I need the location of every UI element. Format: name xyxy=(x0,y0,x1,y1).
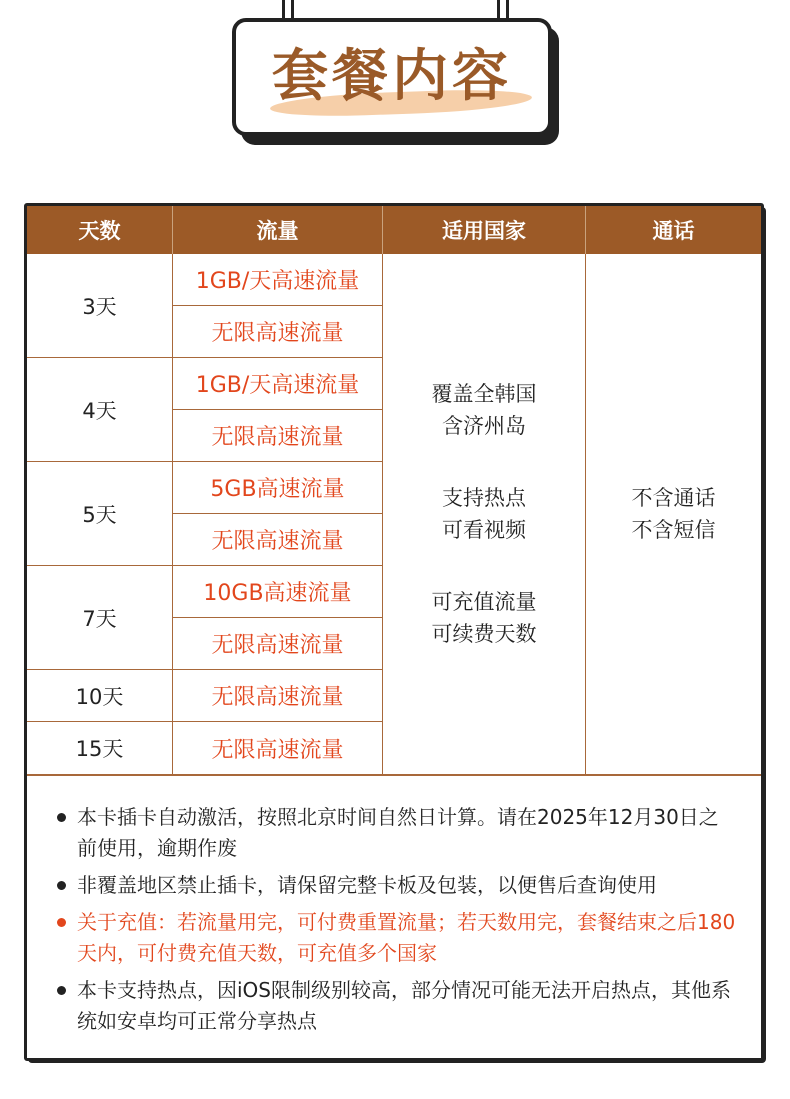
note-text: 本卡插卡自动激活，按照北京时间自然日计算。请在2025年12月30日之前使用，逾期作废 xyxy=(77,805,719,860)
note-text: 本卡支持热点，因iOS限制级别较高，部分情况可能无法开启热点，其他系统如安卓均可正常分享热点 xyxy=(77,978,731,1033)
package-table xyxy=(27,206,761,776)
note-item xyxy=(57,870,737,901)
countries-cell xyxy=(383,254,586,774)
days-cell: 10天 xyxy=(27,670,173,722)
days-cell: 4天 xyxy=(27,358,173,462)
coverage-group xyxy=(432,378,537,442)
bullet-icon xyxy=(57,813,66,822)
notes-list xyxy=(57,802,737,1043)
coverage-line: 含济州岛 xyxy=(442,414,526,438)
package-panel xyxy=(24,203,764,1061)
column-header-countries: 适用国家 xyxy=(383,206,586,254)
days-cell: 5天 xyxy=(27,462,173,566)
hotspot-line: 可看视频 xyxy=(442,518,526,542)
data-option-cell: 无限高速流量 xyxy=(173,306,383,358)
recharge-line: 可充值流量 xyxy=(431,590,537,614)
calls-cell xyxy=(586,254,761,774)
recharge-line: 可续费天数 xyxy=(431,622,537,646)
data-option-cell: 无限高速流量 xyxy=(173,618,383,670)
data-option-cell: 1GB/天高速流量 xyxy=(173,254,383,306)
column-header-data: 流量 xyxy=(173,206,383,254)
days-cell: 15天 xyxy=(27,722,173,774)
data-option-cell: 无限高速流量 xyxy=(173,514,383,566)
recharge-group xyxy=(432,586,537,650)
note-text: 关于充值：若流量用完，可付费重置流量；若天数用完，套餐结束之后180天内，可付费充值天数，可充值多个国家 xyxy=(77,910,736,965)
note-text: 非覆盖地区禁止插卡，请保留完整卡板及包装，以便售后查询使用 xyxy=(77,873,657,897)
data-option-cell: 无限高速流量 xyxy=(173,722,383,774)
data-option-cell: 无限高速流量 xyxy=(173,410,383,462)
note-item xyxy=(57,975,737,1037)
coverage-line: 覆盖全韩国 xyxy=(431,382,537,406)
note-item xyxy=(57,802,737,864)
data-option-cell: 无限高速流量 xyxy=(173,670,383,722)
days-cell: 3天 xyxy=(27,254,173,358)
column-header-days: 天数 xyxy=(27,206,173,254)
data-option-cell: 5GB高速流量 xyxy=(173,462,383,514)
bullet-icon xyxy=(57,986,66,995)
data-option-cell: 10GB高速流量 xyxy=(173,566,383,618)
calls-line: 不含短信 xyxy=(631,518,716,542)
table-divider xyxy=(27,774,761,776)
days-cell: 7天 xyxy=(27,566,173,670)
bullet-icon xyxy=(57,918,66,927)
hotspot-group xyxy=(442,482,526,546)
note-item-highlight xyxy=(57,907,737,969)
data-option-cell: 1GB/天高速流量 xyxy=(173,358,383,410)
hotspot-line: 支持热点 xyxy=(442,486,526,510)
calls-line: 不含通话 xyxy=(631,486,716,510)
bullet-icon xyxy=(57,881,66,890)
page-title: 套餐内容 xyxy=(272,44,512,109)
column-header-calls: 通话 xyxy=(586,206,761,254)
